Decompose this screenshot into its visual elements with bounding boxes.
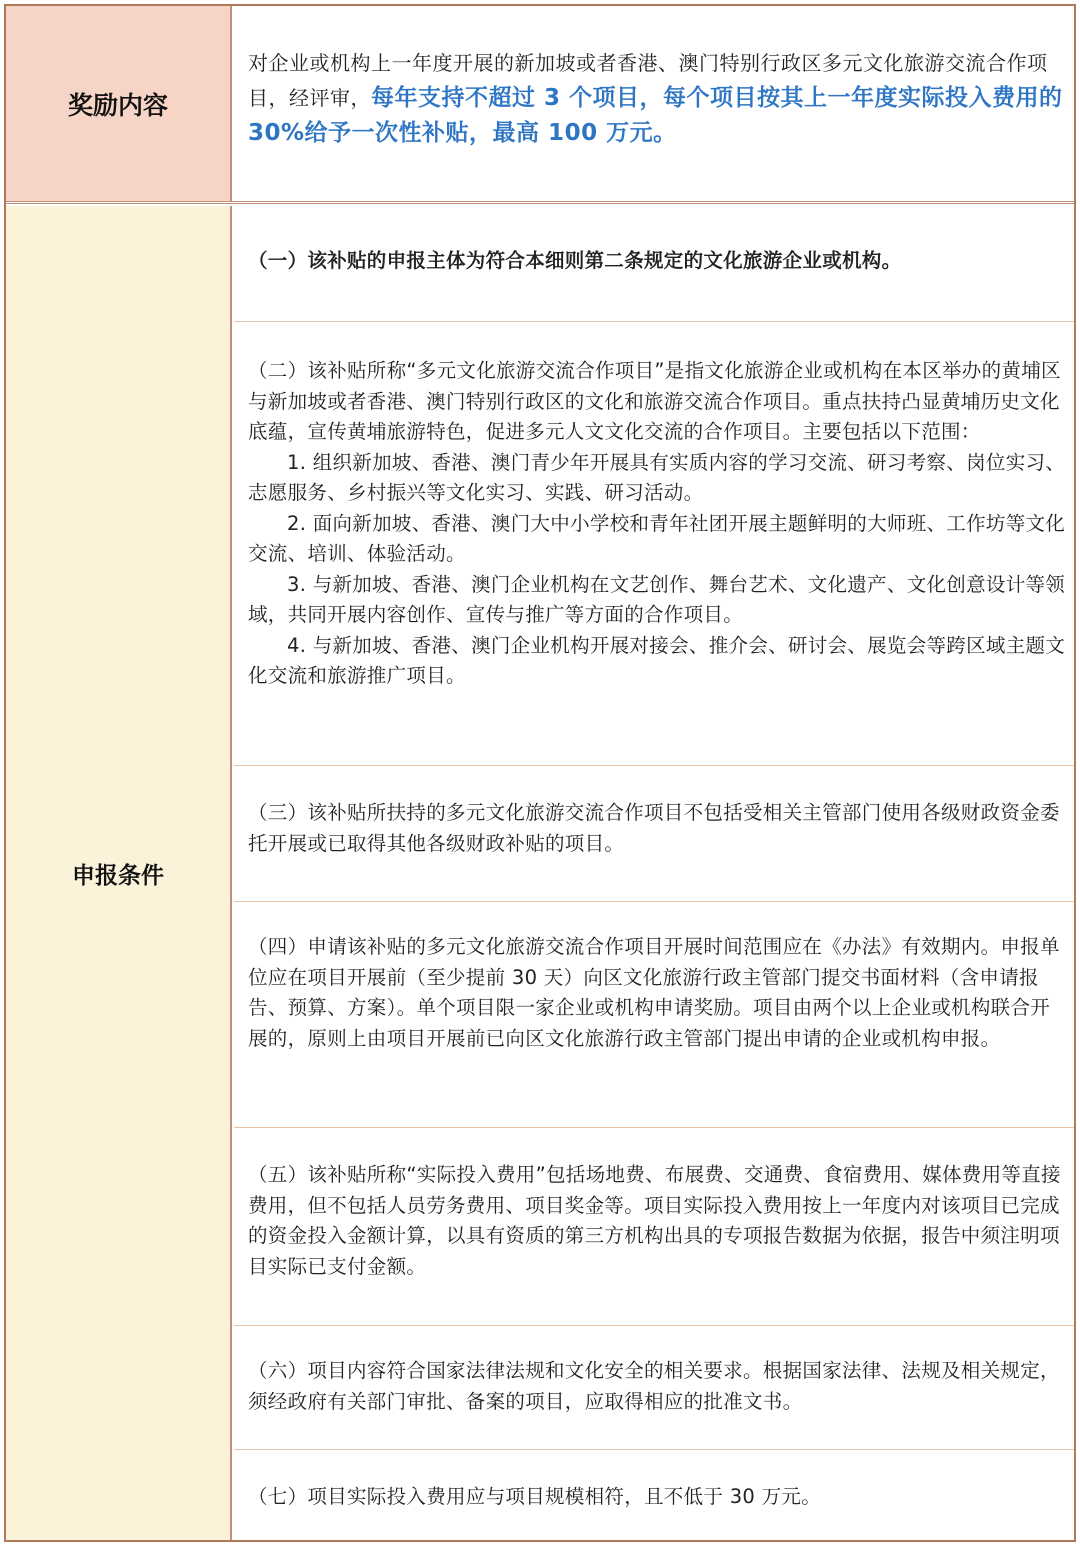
condition-item-5 <box>234 1128 1074 1326</box>
condition-item-4-text: （四）申请该补贴的多元文化旅游交流合作项目开展时间范围应在《办法》有效期内。申报单位应在项目开展前（至少提前 30 天）向区文化旅游行政主管部门提交书面材料（含申请报告、预算、方案）。单个项目限一家企业或机构申请奖励。项目由两个以上企业或机构联合开展的，原则上由项目开展前已向区文化旅游行政主管部门提出申请的企业或机构申报。 <box>248 935 1060 1050</box>
condition-item-5-text: （五）该补贴所称“实际投入费用”包括场地费、布展费、交通费、食宿费用、媒体费用等直接费用，但不包括人员劳务费用、项目奖金等。项目实际投入费用按上一年度内对该项目已完成的资金投入金额计算，以具有资质的第三方机构出具的专项报告数据为依据，报告中须注明项目实际已支付金额。 <box>248 1163 1061 1278</box>
condition-item-2-sub-2: 2. 面向新加坡、香港、澳门大中小学校和青年社团开展主题鲜明的大师班、工作坊等文化交流、培训、体验活动。 <box>248 511 1066 565</box>
condition-item-2-sub-1: 1. 组织新加坡、香港、澳门青少年开展具有实质内容的学习交流、研习考察、岗位实习、志愿服务、乡村振兴等文化实习、实践、研习活动。 <box>248 450 1066 504</box>
condition-item-4 <box>234 902 1074 1128</box>
reward-highlight: 每年支持不超过 3 个项目，每个项目按其上一年度实际投入费用的 30%给予一次性补贴，最高 100 万元。 <box>248 85 1063 146</box>
policy-table <box>4 4 1076 1542</box>
condition-item-2-sub-3: 3. 与新加坡、香港、澳门企业机构在文艺创作、舞台艺术、文化遗产、文化创意设计等领域，共同开展内容创作、宣传与推广等方面的合作项目。 <box>248 572 1066 626</box>
conditions-cells <box>234 206 1074 1540</box>
conditions-row <box>6 206 1074 1540</box>
condition-item-2-sub-4: 4. 与新加坡、香港、澳门企业机构开展对接会、推介会、研讨会、展览会等跨区域主题文化交流和旅游推广项目。 <box>248 633 1066 687</box>
reward-content <box>234 6 1074 201</box>
condition-item-7 <box>234 1450 1074 1540</box>
condition-item-6-text: （六）项目内容符合国家法律法规和文化安全的相关要求。根据国家法律、法规及相关规定，须经政府有关部门审批、备案的项目，应取得相应的批准文书。 <box>248 1359 1060 1413</box>
condition-item-2-intro: （二）该补贴所称“多元文化旅游交流合作项目”是指文化旅游企业或机构在本区举办的黄埔区与新加坡或者香港、澳门特别行政区的文化和旅游交流合作项目。重点扶持凸显黄埔历史文化底蕴，宣传黄埔旅游特色，促进多元人文文化交流的合作项目。主要包括以下范围： <box>248 359 1061 443</box>
reward-text: 对企业或机构上一年度开展的新加坡或者香港、澳门特别行政区多元文化旅游交流合作项目，经评审， <box>248 51 1048 110</box>
conditions-label: 申报条件 <box>6 206 232 1540</box>
condition-item-7-text: （七）项目实际投入费用应与项目规模相符，且不低于 30 万元。 <box>248 1485 822 1508</box>
reward-label: 奖励内容 <box>6 6 232 201</box>
condition-item-2 <box>234 322 1074 766</box>
condition-item-1 <box>234 206 1074 322</box>
condition-item-6 <box>234 1326 1074 1450</box>
condition-item-1-text: （一）该补贴的申报主体为符合本细则第二条规定的文化旅游企业或机构。 <box>248 249 902 272</box>
condition-item-3 <box>234 766 1074 902</box>
condition-item-3-text: （三）该补贴所扶持的多元文化旅游交流合作项目不包括受相关主管部门使用各级财政资金委托开展或已取得其他各级财政补贴的项目。 <box>248 801 1060 855</box>
reward-row <box>6 6 1074 204</box>
